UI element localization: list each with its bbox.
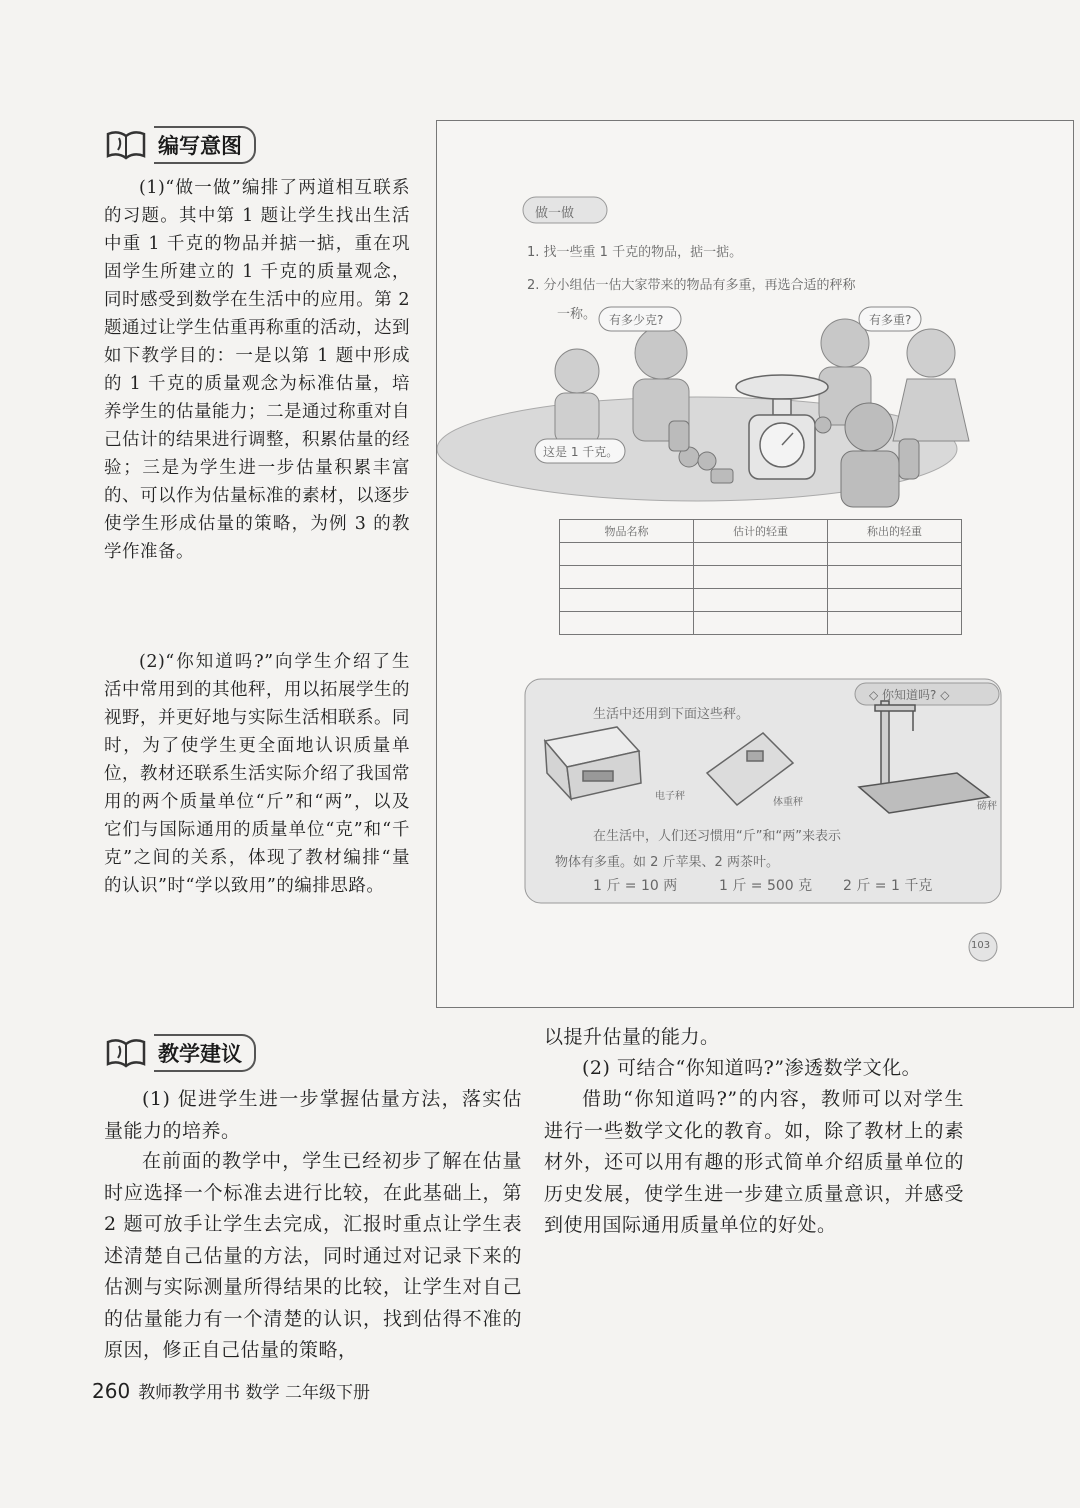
table-row [560, 612, 962, 635]
textbook-page-number: 103 [971, 940, 991, 951]
do-it-tag: 做一做 [535, 206, 575, 221]
section-heading-intent [104, 126, 256, 164]
book-icon [104, 1036, 148, 1070]
question-2-line-2: 一称。 [557, 307, 597, 322]
child-figure-1 [555, 349, 599, 443]
intent-paragraph-2: (2)“你知道吗?”向学生介绍了生活中常用到的其他秤，用以拓展学生的视野，并更好地与实际生活相联系。同时，为了使学生更全面地认识质量单位，教材还联系生活实际介绍了我国常用的两个质量单位“斤”和“两”，以及它们与国际通用的质量单位“克”和“千克”之间的关系，体现了教材编排“量的认识”时“学以致用”的编排思路。 [104, 652, 410, 896]
did-you-know-intro: 生活中还用到下面这些秤。 [593, 707, 750, 722]
book-title: 教师教学用书 数学 二年级下册 [138, 1383, 370, 1403]
platform-scale-label: 磅秤 [977, 801, 997, 812]
question-1: 1. 找一些重 1 千克的物品，掂一掂。 [527, 245, 743, 260]
suggestion-point-1: (1) 促进学生进一步掌握估量方法，落实估量能力的培养。 [104, 1088, 522, 1142]
section-title: 编写意图 [154, 126, 256, 164]
section-title: 教学建议 [154, 1034, 256, 1072]
table-header-estimate: 估计的轻重 [694, 520, 828, 543]
table-header-item: 物品名称 [560, 520, 694, 543]
bathroom-scale-label: 体重秤 [773, 797, 803, 808]
table-row [560, 589, 962, 612]
child-figure-4 [893, 329, 969, 441]
speech-bubble-how-heavy: 有多重? [869, 313, 912, 327]
unit-equation-3: 2 斤 = 1 千克 [843, 878, 933, 894]
speech-bubble-one-kilogram: 这是 1 千克。 [543, 445, 619, 459]
did-you-know-text-2: 物体有多重。如 2 斤苹果、2 两茶叶。 [555, 855, 779, 870]
section-heading-suggestions [104, 1034, 256, 1072]
unit-equation-1: 1 斤 = 10 两 [593, 878, 678, 894]
did-you-know-text-1: 在生活中，人们还习惯用“斤”和“两”来表示 [593, 829, 841, 844]
speech-bubble-how-many-grams: 有多少克? [609, 313, 664, 327]
child-figure-5 [841, 403, 899, 507]
kitchen-scale-icon [736, 375, 828, 479]
suggestion-continuation: 以提升估量的能力。 [544, 1026, 720, 1048]
electronic-scale-label: 电子秤 [655, 791, 685, 802]
page-footer [92, 1378, 370, 1403]
question-2-line-1: 2. 分小组估一估大家带来的物品有多重，再选合适的秤称 [527, 278, 856, 293]
suggestion-point-2: (2) 可结合“你知道吗?”渗透数学文化。 [582, 1057, 922, 1079]
intent-paragraph-1: (1)“做一做”编排了两道相互联系的习题。其中第 1 题让学生找出生活中重 1 千克的物品并掂一掂，重在巩固学生所建立的 1 千克的质量观念，同时感受到数学在生活中的应用。第 2 题通过让学生估重再称重的活动，达到如下教学目的：一是以第 1 题中形成的 1 千克的质量观念为标准估量，培养学生的估量能力；二是通过称重对自己估计的结果进行调整，积累估量的经验；三是为学生进一步估量积累丰富的、可以作为估量标准的素材，以逐步使学生形成估量的策略，为例 3 的教学作准备。 [104, 178, 410, 562]
table-row [560, 543, 962, 566]
book-icon [104, 128, 148, 162]
page-number: 260 [92, 1379, 131, 1403]
unit-equation-2: 1 斤 = 500 克 [719, 878, 813, 894]
suggestion-paragraph-2: 借助“你知道吗?”的内容，教师可以对学生进行一些数学文化的教育。如，除了教材上的素材外，还可以用有趣的形式简单介绍质量单位的历史发展，使学生进一步建立质量意识，并感受到使用国际通用质量单位的好处。 [544, 1088, 964, 1236]
textbook-page-panel [436, 120, 1074, 1008]
table-row [560, 566, 962, 589]
table-header-measured: 称出的轻重 [828, 520, 962, 543]
suggestion-paragraph-1: 在前面的教学中，学生已经初步了解在估量时应选择一个标准去进行比较，在此基础上，第 2 题可放手让学生去完成，汇报时重点让学生表述清楚自己估量的方法，同时通过对记录下来的估测与实际测量所得结果的比较，让学生对自己的估量能力有一个清楚的认识，找到估得不准的原因，修正自己估量的策略， [104, 1150, 522, 1361]
weight-record-table [559, 519, 962, 635]
did-you-know-tag: ◇ 你知道吗? ◇ [869, 688, 950, 702]
